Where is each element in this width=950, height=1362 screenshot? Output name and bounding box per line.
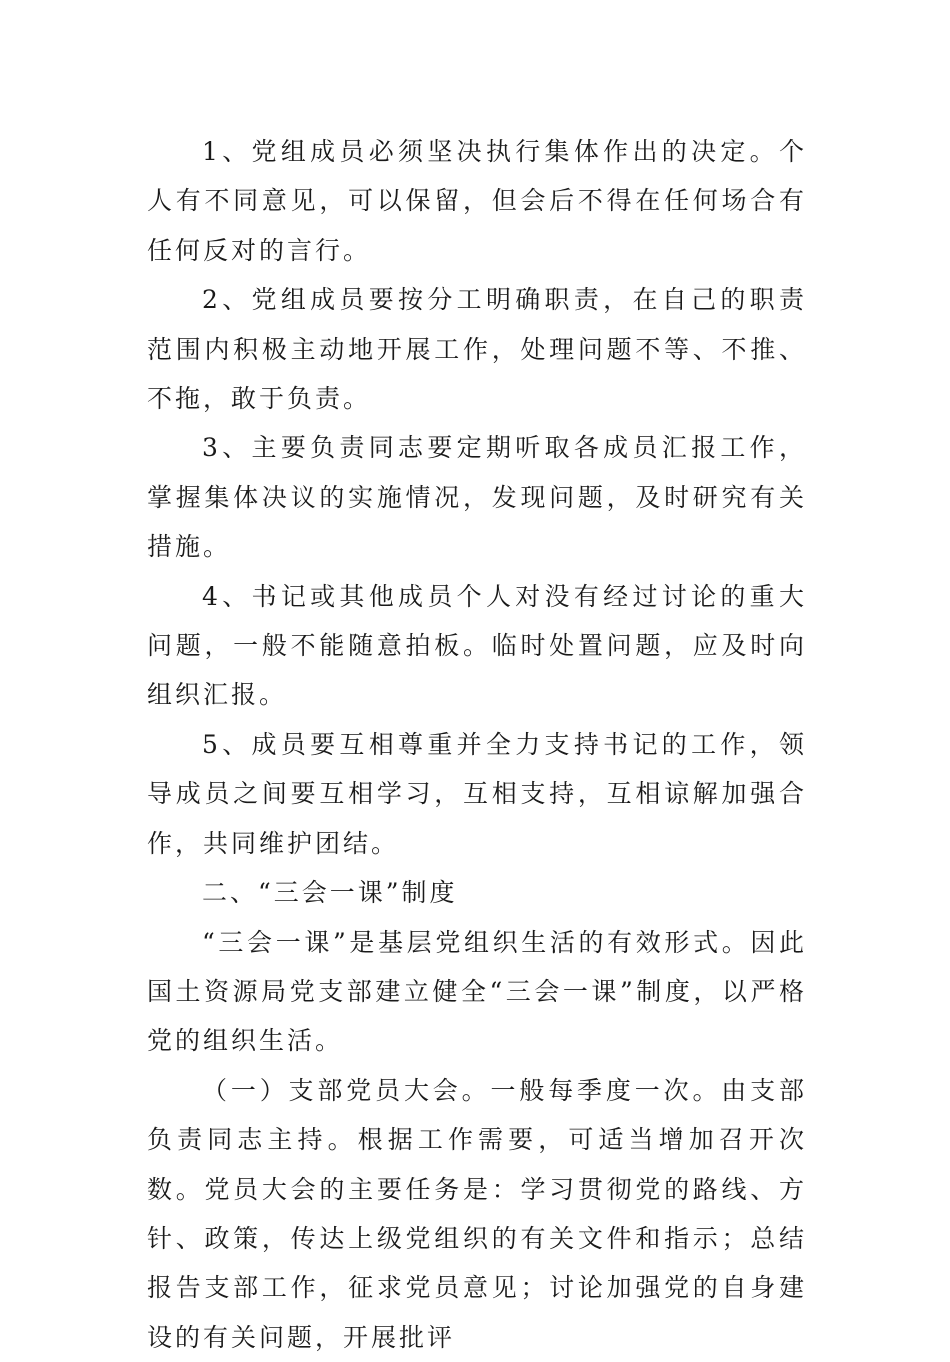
paragraph-subsection-1: （一）支部党员大会。一般每季度一次。由支部负责同志主持。根据工作需要，可适当增加召开次数。党员大会的主要任务是：学习贯彻党的路线、方针、政策，传达上级党组织的有关文件和指示；总结报告支部工作，征求党员意见；讨论加强党的自身建设的有关问题，开展批评 bbox=[147, 1075, 807, 1352]
paragraph-item-3: 3、主要负责同志要定期听取各成员汇报工作，掌握集体决议的实施情况，发现问题，及时研究有关措施。 bbox=[147, 433, 807, 562]
paragraph-intro: “三会一课”是基层党组织生活的有效形式。因此国土资源局党支部建立健全“三会一课”制度，以严格党的组织生活。 bbox=[147, 927, 807, 1056]
document-body bbox=[147, 127, 807, 1362]
paragraph-item-1: 1、党组成员必须坚决执行集体作出的决定。个人有不同意见，可以保留，但会后不得在任何场合有任何反对的言行。 bbox=[147, 137, 807, 265]
paragraph-item-4: 4、书记或其他成员个人对没有经过讨论的重大问题，一般不能随意拍板。临时处置问题，应及时向组织汇报。 bbox=[147, 581, 807, 710]
paragraph-item-2: 2、党组成员要按分工明确职责，在自己的职责范围内积极主动地开展工作，处理问题不等、不推、不拖，敢于负责。 bbox=[147, 285, 807, 414]
section-heading: 二、“三会一课”制度 bbox=[202, 878, 458, 908]
paragraph-item-5: 5、成员要互相尊重并全力支持书记的工作，领导成员之间要互相学习，互相支持，互相谅解加强合作，共同维护团结。 bbox=[147, 729, 807, 858]
